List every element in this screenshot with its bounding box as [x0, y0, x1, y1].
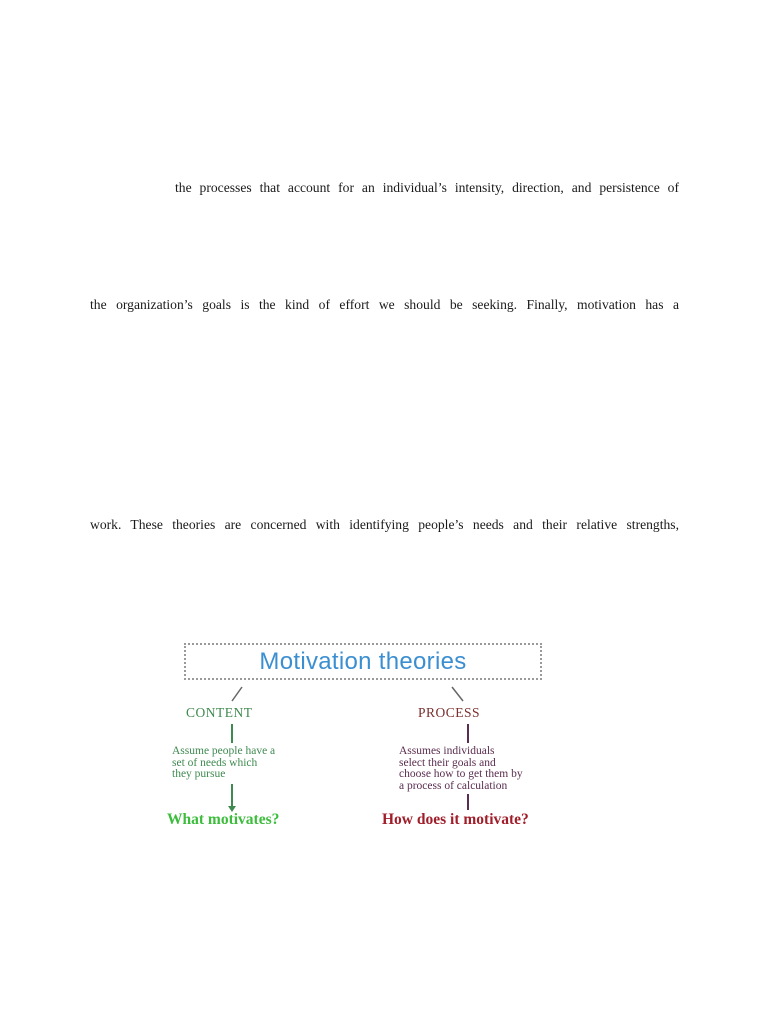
process-description-line: choose how to get them by [399, 768, 523, 780]
connector-title-process [452, 687, 463, 701]
process-label: PROCESS [418, 705, 481, 720]
motivation-theories-diagram [160, 640, 610, 840]
content-description-line: set of needs which [172, 756, 258, 769]
process-question: How does it motivate? [382, 811, 529, 828]
process-description [399, 746, 523, 792]
content-question: What motivates? [167, 811, 280, 828]
document-line-1: the processes that account for an individual’s intensity, direction, and persistence of [175, 180, 679, 195]
process-description-line: a process of calculation [399, 779, 508, 792]
process-description-line: select their goals and [399, 756, 496, 769]
content-description-line: Assume people have a [172, 745, 276, 757]
process-description-line: Assumes individuals [399, 745, 495, 757]
document-line-3: work. These theories are concerned with identifying people’s needs and their relative strengths, [90, 517, 679, 532]
diagram-title: Motivation theories [259, 647, 467, 675]
document-line-2: the organization’s goals is the kind of effort we should be seeking. Finally, motivation has a [90, 297, 679, 312]
content-description [172, 746, 275, 781]
content-description-line: they pursue [172, 768, 226, 780]
content-label: CONTENT [186, 705, 253, 720]
diagram-title-box [184, 643, 542, 680]
connector-title-content [232, 687, 242, 701]
